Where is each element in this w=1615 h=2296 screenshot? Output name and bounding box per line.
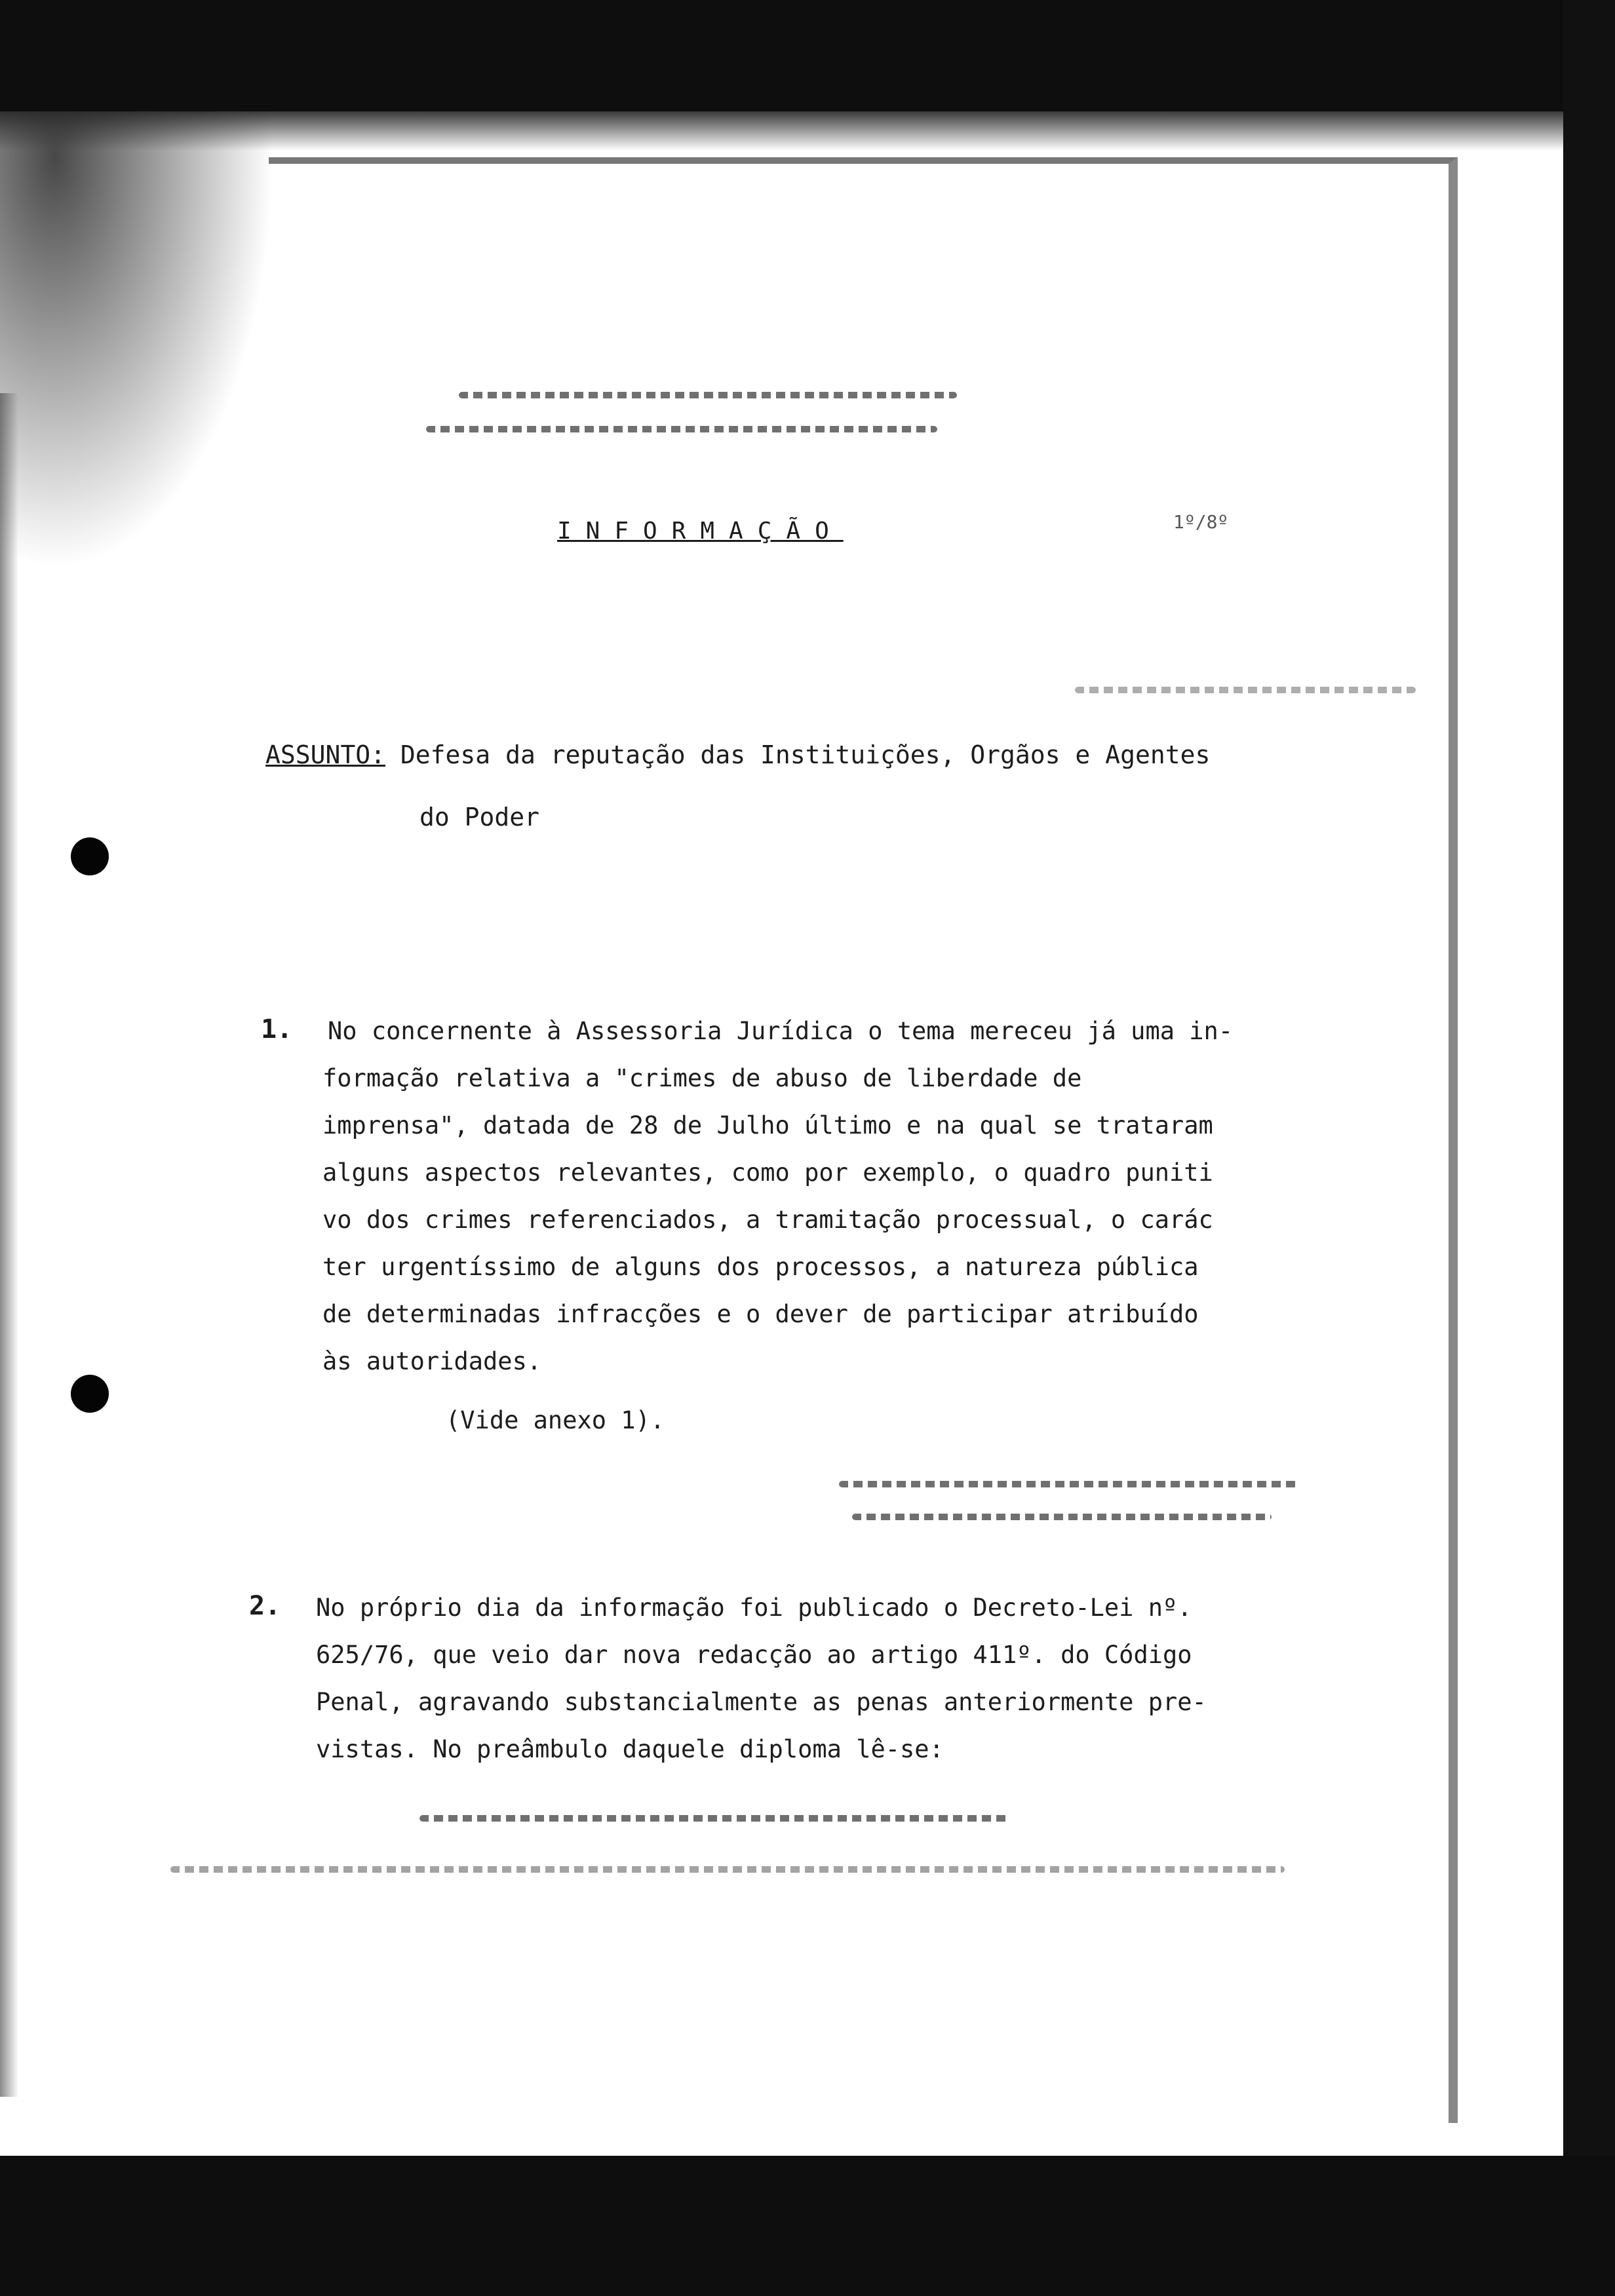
ink-smudge: [419, 1815, 1009, 1822]
paragraph-line: formação relativa a "crimes de abuso de liberdade de: [322, 1064, 1082, 1092]
document-title: INFORMAÇÃO: [557, 518, 844, 545]
paragraph-line: imprensa", datada de 28 de Julho último e na qual se trataram: [322, 1111, 1213, 1139]
ink-smudge: [426, 426, 937, 432]
side-mark: 1º/8º: [1173, 511, 1229, 533]
ink-smudge: [839, 1481, 1298, 1487]
punch-hole: [71, 1375, 109, 1413]
subject-text-continued: do Poder: [419, 803, 540, 832]
paragraph-line: vo dos crimes referenciados, a tramitação processual, o carác: [322, 1206, 1213, 1234]
paragraph-line: às autoridades.: [322, 1347, 542, 1375]
annex-reference: (Vide anexo 1).: [446, 1406, 665, 1434]
subject-text: Defesa da reputação das Instituições, Orgãos e Agentes: [400, 740, 1211, 769]
paragraph-number: 2.: [249, 1591, 281, 1621]
paragraph-line: de determinadas infracções e o dever de participar atribuído: [322, 1300, 1199, 1328]
scan-left-shadow: [0, 393, 18, 2097]
subject-label: ASSUNTO:: [265, 740, 386, 769]
ink-smudge: [1075, 687, 1416, 693]
subject-row: [265, 740, 1210, 769]
paragraph-line: vistas. No preâmbulo daquele diploma lê-se:: [316, 1735, 944, 1763]
paragraph-line: ter urgentíssimo de alguns dos processos, a natureza pública: [322, 1253, 1199, 1281]
scan-top-border: [0, 0, 1615, 111]
ink-smudge: [170, 1866, 1285, 1873]
scan-right-border: [1563, 0, 1615, 2296]
paragraph-line: alguns aspectos relevantes, como por exemplo, o quadro puniti: [322, 1158, 1213, 1187]
paper-edge: [269, 157, 1458, 2123]
scan-corner-shadow: [0, 111, 275, 570]
paragraph-number: 1.: [261, 1014, 293, 1044]
scan-bottom-border: [0, 2156, 1615, 2296]
paragraph-line: No concernente à Assessoria Jurídica o tema mereceu já uma in-: [328, 1017, 1234, 1045]
paragraph-line: Penal, agravando substancialmente as penas anteriormente pre-: [316, 1688, 1207, 1716]
paragraph-line: 625/76, que veio dar nova redacção ao artigo 411º. do Código: [316, 1641, 1192, 1669]
punch-hole: [71, 837, 109, 875]
ink-smudge: [852, 1514, 1272, 1520]
ink-smudge: [459, 392, 957, 398]
paragraph-line: No próprio dia da informação foi publicado o Decreto-Lei nº.: [316, 1594, 1192, 1622]
